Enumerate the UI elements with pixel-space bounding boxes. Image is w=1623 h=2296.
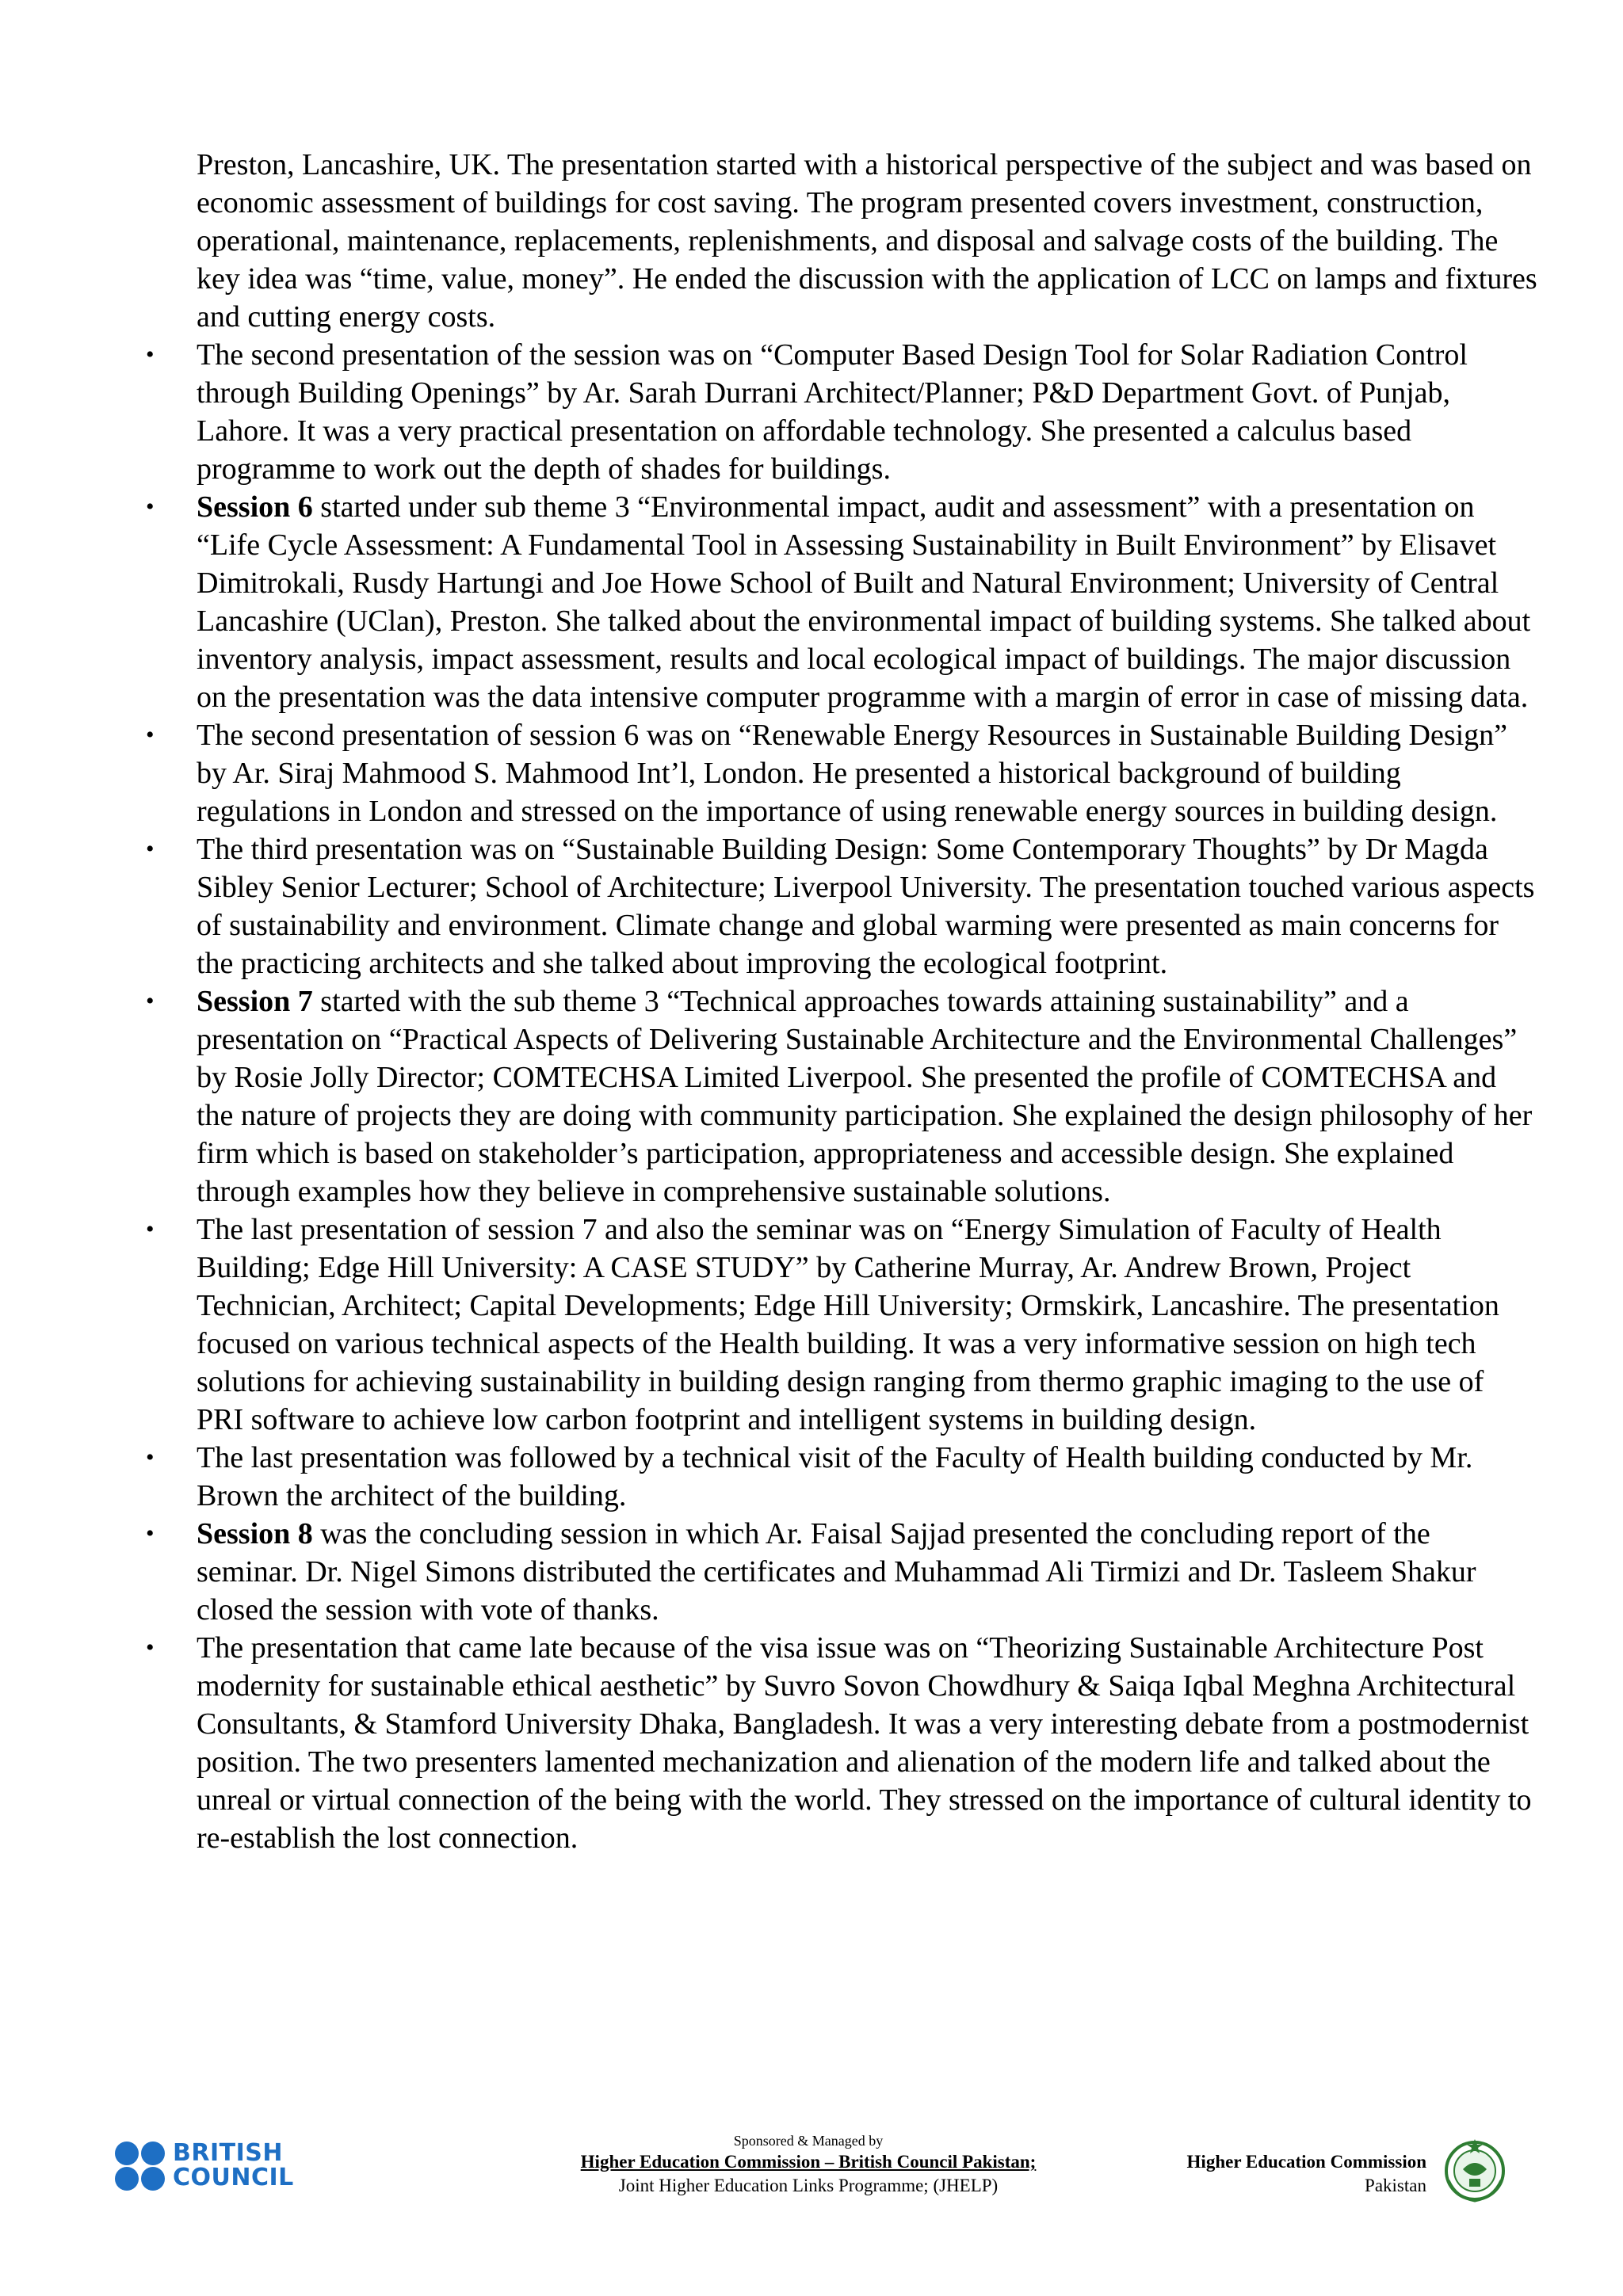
- sponsor-caption: Sponsored & Managed by: [733, 2133, 884, 2149]
- bullet-icon: •: [146, 836, 155, 862]
- bullet-icon: •: [146, 341, 155, 368]
- british-council-wordmark: [173, 2141, 300, 2190]
- bullet-text: was the concluding session in which Ar. Faisal Sajjad presented the concluding report of the seminar. Dr. Nigel Simons distributed the certificates and Muhammad Ali Tirmizi and Dr. Tasleem Shakur closed the session with vote of thanks.: [197, 1517, 1476, 1627]
- bullet-text: The second presentation of session 6 was on “Renewable Energy Resources in Sustainable Building Design” by Ar. Siraj Mahmood S. Mahmood Int’l, London. He presented a historical background of building regulations in London and stressed on the importance of using renewable energy sources in building design.: [197, 719, 1508, 828]
- list-item: [139, 982, 1537, 1211]
- british-council-dots-icon: [114, 2141, 166, 2191]
- lead-paragraph: Preston, Lancashire, UK. The presentation started with a historical perspective of the subject and was based on economic assessment of buildings for cost saving. The program presented covers investment, construction, operational, maintenance, replacements, replenishments, and disposal and salvage costs of the building. The key idea was “time, value, money”. He ended the discussion with the application of LCC on lamps and fixtures and cutting energy costs.: [197, 148, 1537, 334]
- british-council-line1: BRITISH: [173, 2139, 283, 2167]
- hec-title: Higher Education Commission: [1186, 2152, 1426, 2172]
- list-item: [139, 1211, 1537, 1439]
- list-item: [139, 336, 1537, 488]
- list-item: [139, 716, 1537, 830]
- list-item: [139, 830, 1537, 982]
- british-council-line2: COUNCIL: [173, 2164, 294, 2191]
- hec-emblem-icon: [1441, 2133, 1509, 2206]
- bullet-icon: •: [146, 494, 155, 520]
- list-item: [139, 1439, 1537, 1515]
- bullet-text: The last presentation of session 7 and also the seminar was on “Energy Simulation of Faculty of Health Building; Edge Hill University: A CASE STUDY” by Catherine Murray, Ar. Andrew Brown, Project Technician, Architect; Capital Developments; Edge Hill University; Ormskirk, Lancashire. The presentation focused on various technical aspects of the Health building. It was a very informative session on high tech solutions for achieving sustainability in building design ranging from thermo graphic imaging to the use of PRI software to achieve low carbon footprint and intelligent systems in building design.: [197, 1213, 1499, 1436]
- bullet-text: The presentation that came late because of the visa issue was on “Theorizing Sustainable Architecture Post modernity for sustainable ethical aesthetic” by Suvro Sovon Chowdhury & Saiqa Iqbal Meghna Architectural Consultants, & Stamford University Dhaka, Bangladesh. It was a very interesting debate from a postmodernist position. The two presenters lamented mechanization and alienation of the modern life and talked about the unreal or virtual connection of the being with the world. They stressed on the importance of cultural identity to re-establish the lost connection.: [197, 1631, 1532, 1855]
- bullet-icon: •: [146, 1520, 155, 1547]
- bullet-text: The third presentation was on “Sustainable Building Design: Some Contemporary Thoughts” by Dr Magda Sibley Senior Lecturer; School of Architecture; Liverpool University. The presentation touched various aspects of sustainability and environment. Climate change and global warming were presented as main concerns for the practicing architects and she talked about improving the ecological footprint.: [197, 833, 1535, 980]
- bullet-text: started under sub theme 3 “Environmental impact, audit and assessment” with a presentation on “Life Cycle Assessment: A Fundamental Tool in Assessing Sustainability in Built Environment” by Elisavet Dimitrokali, Rusdy Hartungi and Joe Howe School of Built and Natural Environment; University of Central Lancashire (UClan), Preston. She talked about the environmental impact of building systems. She talked about inventory analysis, impact assessment, results and local ecological impact of buildings. The major discussion on the presentation was the data intensive computer programme with a margin of error in case of missing data.: [197, 490, 1531, 714]
- list-item: [139, 488, 1537, 716]
- bullet-text: started with the sub theme 3 “Technical approaches towards attaining sustainability” and a presentation on “Practical Aspects of Delivering Sustainable Architecture and the Environmental Challenges” by Rosie Jolly Director; COMTECHSA Limited Liverpool. She presented the profile of COMTECHSA and the nature of projects they are doing with community participation. She explained the design philosophy of her firm which is based on stakeholder’s participation, appropriateness and accessible design. She explained through examples how they believe in comprehensive sustainable solutions.: [197, 985, 1533, 1208]
- bullet-icon: •: [146, 1634, 155, 1661]
- list-item: [139, 1629, 1537, 1857]
- list-item: [139, 1515, 1537, 1629]
- sponsor-programme: Joint Higher Education Links Programme; (JHELP): [618, 2176, 999, 2195]
- bullet-list: [139, 336, 1537, 1857]
- bullet-bold-lead: Session 7: [197, 985, 313, 1018]
- bullet-text: The second presentation of the session was on “Computer Based Design Tool for Solar Radiation Control through Building Openings” by Ar. Sarah Durrani Architect/Planner; P&D Department Govt. of Punjab, Lahore. It was a very practical presentation on affordable technology. She presented a calculus based programme to work out the depth of shades for buildings.: [197, 338, 1468, 486]
- bullet-icon: •: [146, 1444, 155, 1470]
- sponsor-block: [483, 2131, 1133, 2198]
- hec-text-block: [1125, 2150, 1426, 2198]
- bullet-icon: •: [146, 722, 155, 748]
- bullet-icon: •: [146, 1216, 155, 1242]
- bullet-bold-lead: Session 8: [197, 1517, 313, 1550]
- sponsor-organisation: Higher Education Commission – British Council Pakistan;: [580, 2152, 1037, 2172]
- british-council-logo: [114, 2141, 296, 2191]
- bullet-icon: •: [146, 988, 155, 1014]
- bullet-text: The last presentation was followed by a technical visit of the Faculty of Health building conducted by Mr. Brown the architect of the building.: [197, 1441, 1473, 1512]
- hec-country: Pakistan: [1365, 2176, 1426, 2195]
- page-footer: [0, 2107, 1623, 2218]
- bullet-bold-lead: Session 6: [197, 490, 313, 524]
